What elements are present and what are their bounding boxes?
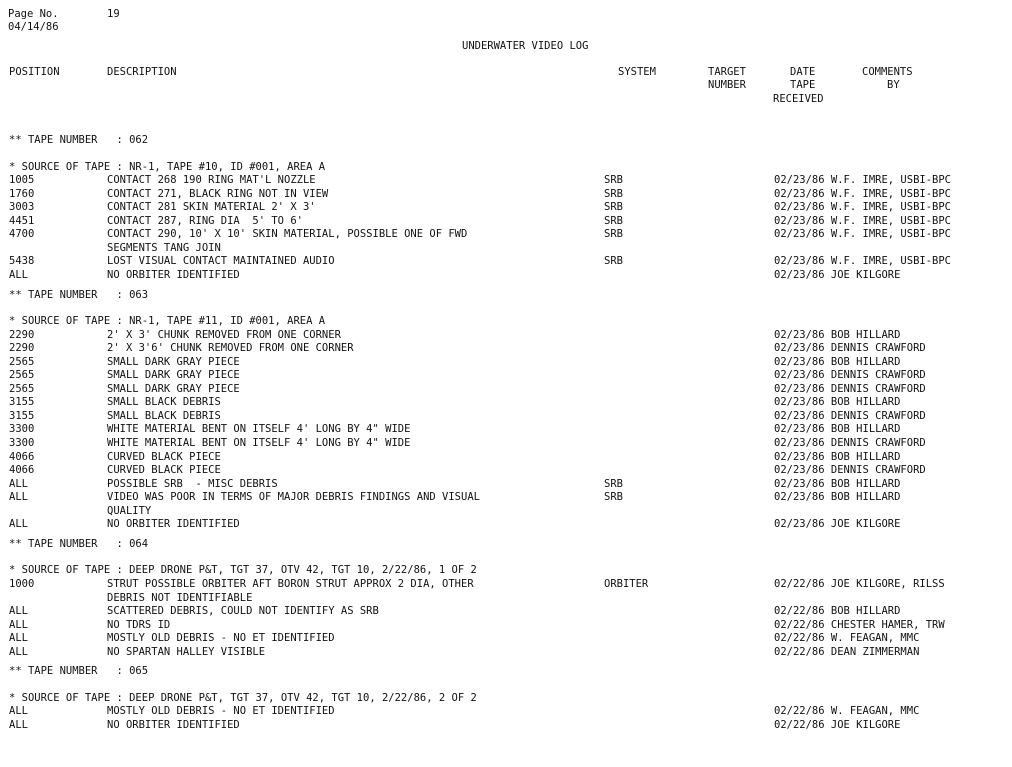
- tape-number-text: ** TAPE NUMBER : 063: [9, 289, 149, 301]
- entry-description: SCATTERED DEBRIS, COULD NOT IDENTIFY AS SRB: [107, 605, 379, 617]
- entry-description: CONTACT 281 SKIN MATERIAL 2' X 3': [107, 201, 316, 213]
- entry-system: SRB: [604, 228, 623, 240]
- entry-comment: 02/23/86 JOE KILGORE: [774, 518, 901, 530]
- log-entry-row: [0, 242, 1012, 256]
- entry-description: LOST VISUAL CONTACT MAINTAINED AUDIO: [107, 255, 335, 267]
- entry-position: 4700: [9, 228, 35, 240]
- entry-comment: 02/23/86 W.F. IMRE, USBI-BPC: [774, 174, 952, 186]
- entry-description: CONTACT 290, 10' X 10' SKIN MATERIAL, POSSIBLE ONE OF FWD: [107, 228, 468, 240]
- log-entry-row: [0, 201, 1012, 215]
- entry-comment: 02/23/86 BOB HILLARD: [774, 451, 901, 463]
- log-entry-row: [0, 464, 1012, 478]
- entry-comment: 02/22/86 W. FEAGAN, MMC: [774, 632, 920, 644]
- entry-comment: 02/23/86 W.F. IMRE, USBI-BPC: [774, 228, 952, 240]
- entry-description: NO TDRS ID: [107, 619, 171, 631]
- entry-description: SMALL BLACK DEBRIS: [107, 396, 221, 408]
- entry-position: ALL: [9, 632, 28, 644]
- entry-position: ALL: [9, 646, 28, 658]
- entry-description: VIDEO WAS POOR IN TERMS OF MAJOR DEBRIS FINDINGS AND VISUAL: [107, 491, 480, 503]
- entry-system: SRB: [604, 188, 623, 200]
- tape-number-heading: [0, 289, 1012, 303]
- col-target-1: TARGET: [708, 66, 746, 78]
- entry-position: ALL: [9, 705, 28, 717]
- tape-number-heading: [0, 134, 1012, 148]
- entry-description: 2' X 3'6' CHUNK REMOVED FROM ONE CORNER: [107, 342, 354, 354]
- entry-position: ALL: [9, 269, 28, 281]
- page-title: UNDERWATER VIDEO LOG: [462, 40, 589, 52]
- tape-source-text: * SOURCE OF TAPE : NR-1, TAPE #11, ID #001, AREA A: [9, 315, 326, 327]
- tape-number-text: ** TAPE NUMBER : 065: [9, 665, 149, 677]
- entry-comment: 02/23/86 DENNIS CRAWFORD: [774, 437, 926, 449]
- entry-comment: 02/23/86 DENNIS CRAWFORD: [774, 342, 926, 354]
- entry-description: CONTACT 268 190 RING MAT'L NOZZLE: [107, 174, 316, 186]
- entry-system: SRB: [604, 255, 623, 267]
- entry-comment: 02/23/86 BOB HILLARD: [774, 356, 901, 368]
- page-number: 19: [107, 8, 120, 20]
- entry-comment: 02/23/86 W.F. IMRE, USBI-BPC: [774, 201, 952, 213]
- tape-number-text: ** TAPE NUMBER : 064: [9, 538, 149, 550]
- entry-description: NO ORBITER IDENTIFIED: [107, 719, 240, 731]
- entry-position: 3300: [9, 423, 35, 435]
- log-entry-row: [0, 578, 1012, 592]
- log-entry-row: [0, 423, 1012, 437]
- entry-comment: 02/23/86 BOB HILLARD: [774, 396, 901, 408]
- entry-description: SMALL DARK GRAY PIECE: [107, 369, 240, 381]
- log-entry-row: [0, 705, 1012, 719]
- entry-comment: 02/23/86 JOE KILGORE: [774, 269, 901, 281]
- entry-description: CONTACT 271, BLACK RING NOT IN VIEW: [107, 188, 329, 200]
- tape-source-line: [0, 161, 1012, 175]
- entry-position: 3003: [9, 201, 35, 213]
- entry-description: CONTACT 287, RING DIA 5' TO 6': [107, 215, 303, 227]
- entry-comment: 02/23/86 W.F. IMRE, USBI-BPC: [774, 215, 952, 227]
- log-entry-row: [0, 396, 1012, 410]
- entry-position: 2565: [9, 383, 35, 395]
- tape-source-text: * SOURCE OF TAPE : DEEP DRONE P&T, TGT 37, OTV 42, TGT 10, 2/22/86, 2 OF 2: [9, 692, 477, 704]
- log-entry-row: [0, 383, 1012, 397]
- entry-comment: 02/22/86 CHESTER HAMER, TRW: [774, 619, 945, 631]
- entry-position: 2290: [9, 329, 35, 341]
- entry-position: 4066: [9, 464, 35, 476]
- col-date-3: RECEIVED: [773, 93, 824, 105]
- entry-description: WHITE MATERIAL BENT ON ITSELF 4' LONG BY 4" WIDE: [107, 437, 411, 449]
- entry-comment: 02/22/86 DEAN ZIMMERMAN: [774, 646, 920, 658]
- entry-description: MOSTLY OLD DEBRIS - NO ET IDENTIFIED: [107, 705, 335, 717]
- log-entry-row: [0, 215, 1012, 229]
- col-comments-1: COMMENTS: [862, 66, 913, 78]
- entry-system: SRB: [604, 201, 623, 213]
- log-entry-row: [0, 619, 1012, 633]
- entry-description: MOSTLY OLD DEBRIS - NO ET IDENTIFIED: [107, 632, 335, 644]
- tape-number-heading: [0, 665, 1012, 679]
- col-date-1: DATE: [790, 66, 816, 78]
- entry-position: 5438: [9, 255, 35, 267]
- entry-description: WHITE MATERIAL BENT ON ITSELF 4' LONG BY 4" WIDE: [107, 423, 411, 435]
- log-entry-row: [0, 369, 1012, 383]
- entry-description: CURVED BLACK PIECE: [107, 464, 221, 476]
- entry-comment: 02/23/86 BOB HILLARD: [774, 423, 901, 435]
- entry-position: 2290: [9, 342, 35, 354]
- log-entry-row: [0, 605, 1012, 619]
- entry-comment: 02/22/86 W. FEAGAN, MMC: [774, 705, 920, 717]
- entry-system: SRB: [604, 491, 623, 503]
- entry-description: SMALL BLACK DEBRIS: [107, 410, 221, 422]
- entry-position: 3300: [9, 437, 35, 449]
- entry-comment: 02/23/86 W.F. IMRE, USBI-BPC: [774, 255, 952, 267]
- log-entry-row: [0, 228, 1012, 242]
- entry-comment: 02/23/86 BOB HILLARD: [774, 329, 901, 341]
- entry-system: SRB: [604, 215, 623, 227]
- entry-position: 1760: [9, 188, 35, 200]
- log-entry-row: [0, 719, 1012, 733]
- entry-position: 1005: [9, 174, 35, 186]
- entry-description: NO ORBITER IDENTIFIED: [107, 269, 240, 281]
- log-entry-row: [0, 269, 1012, 283]
- page-label: Page No.: [8, 8, 59, 20]
- entry-position: ALL: [9, 518, 28, 530]
- report-date: 04/14/86: [8, 21, 59, 33]
- entry-comment: 02/23/86 W.F. IMRE, USBI-BPC: [774, 188, 952, 200]
- log-entry-row: [0, 646, 1012, 660]
- entry-comment: 02/23/86 DENNIS CRAWFORD: [774, 369, 926, 381]
- entry-position: 3155: [9, 410, 35, 422]
- entry-position: ALL: [9, 491, 28, 503]
- tape-source-line: [0, 564, 1012, 578]
- entry-position: ALL: [9, 719, 28, 731]
- entry-comment: 02/23/86 DENNIS CRAWFORD: [774, 464, 926, 476]
- tape-source-line: [0, 692, 1012, 706]
- tape-number-heading: [0, 538, 1012, 552]
- entry-comment: 02/22/86 JOE KILGORE, RILSS: [774, 578, 945, 590]
- entry-description: DEBRIS NOT IDENTIFIABLE: [107, 592, 253, 604]
- log-entry-row: [0, 174, 1012, 188]
- log-entry-row: [0, 255, 1012, 269]
- entry-description: CURVED BLACK PIECE: [107, 451, 221, 463]
- col-position: POSITION: [9, 66, 60, 78]
- entry-comment: 02/23/86 BOB HILLARD: [774, 478, 901, 490]
- entry-comment: 02/23/86 DENNIS CRAWFORD: [774, 410, 926, 422]
- col-description: DESCRIPTION: [107, 66, 177, 78]
- entry-description: SMALL DARK GRAY PIECE: [107, 356, 240, 368]
- entry-position: ALL: [9, 619, 28, 631]
- entry-position: 3155: [9, 396, 35, 408]
- entry-comment: 02/23/86 DENNIS CRAWFORD: [774, 383, 926, 395]
- entry-description: POSSIBLE SRB - MISC DEBRIS: [107, 478, 278, 490]
- entry-position: ALL: [9, 605, 28, 617]
- col-target-2: NUMBER: [708, 79, 746, 91]
- entry-position: 4451: [9, 215, 35, 227]
- log-entry-row: [0, 478, 1012, 492]
- entry-position: ALL: [9, 478, 28, 490]
- tape-source-text: * SOURCE OF TAPE : DEEP DRONE P&T, TGT 37, OTV 42, TGT 10, 2/22/86, 1 OF 2: [9, 564, 477, 576]
- col-comments-2: BY: [887, 79, 900, 91]
- log-entry-row: [0, 491, 1012, 505]
- log-entry-row: [0, 437, 1012, 451]
- entry-system: ORBITER: [604, 578, 649, 590]
- tape-source-line: [0, 315, 1012, 329]
- entry-position: 2565: [9, 369, 35, 381]
- col-system: SYSTEM: [618, 66, 656, 78]
- entry-position: 4066: [9, 451, 35, 463]
- tape-number-text: ** TAPE NUMBER : 062: [9, 134, 149, 146]
- tape-source-text: * SOURCE OF TAPE : NR-1, TAPE #10, ID #001, AREA A: [9, 161, 326, 173]
- entry-comment: 02/22/86 BOB HILLARD: [774, 605, 901, 617]
- entry-description: NO SPARTAN HALLEY VISIBLE: [107, 646, 266, 658]
- entry-position: 2565: [9, 356, 35, 368]
- entry-system: SRB: [604, 174, 623, 186]
- log-entry-row: [0, 592, 1012, 606]
- log-entry-row: [0, 451, 1012, 465]
- entry-position: 1000: [9, 578, 35, 590]
- entry-description: SEGMENTS TANG JOIN: [107, 242, 221, 254]
- log-entry-row: [0, 518, 1012, 532]
- entry-description: 2' X 3' CHUNK REMOVED FROM ONE CORNER: [107, 329, 341, 341]
- log-entry-row: [0, 329, 1012, 343]
- entry-description: QUALITY: [107, 505, 152, 517]
- entry-comment: 02/22/86 JOE KILGORE: [774, 719, 901, 731]
- log-entry-row: [0, 188, 1012, 202]
- log-entry-row: [0, 632, 1012, 646]
- log-entry-row: [0, 356, 1012, 370]
- entry-system: SRB: [604, 478, 623, 490]
- col-date-2: TAPE: [790, 79, 816, 91]
- entry-description: NO ORBITER IDENTIFIED: [107, 518, 240, 530]
- log-entry-row: [0, 410, 1012, 424]
- entry-description: STRUT POSSIBLE ORBITER AFT BORON STRUT APPROX 2 DIA, OTHER: [107, 578, 474, 590]
- log-entry-row: [0, 342, 1012, 356]
- entry-comment: 02/23/86 BOB HILLARD: [774, 491, 901, 503]
- entry-description: SMALL DARK GRAY PIECE: [107, 383, 240, 395]
- log-entry-row: [0, 505, 1012, 519]
